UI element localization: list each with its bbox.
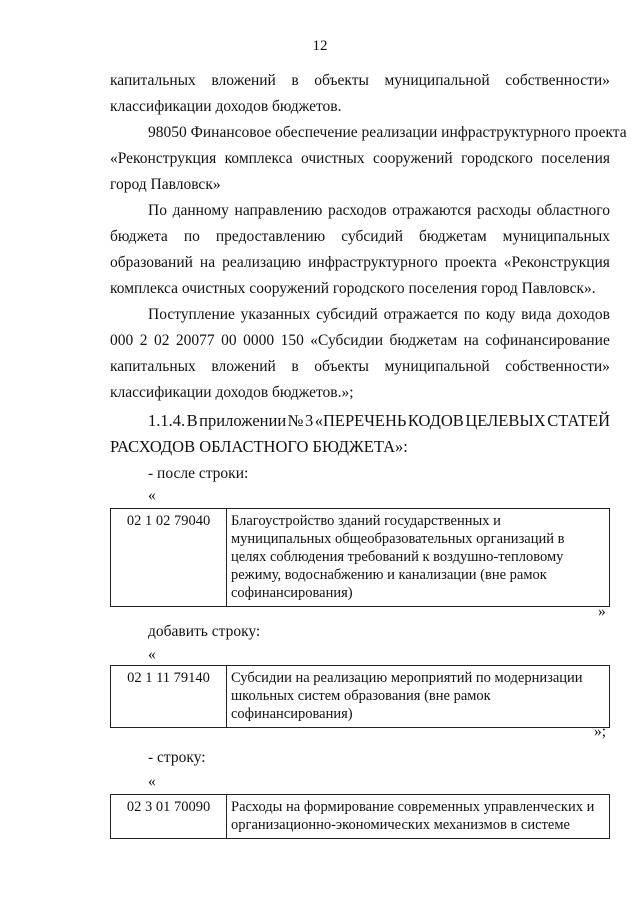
word: муниципальных <box>502 228 610 245</box>
page-number: 12 <box>312 38 328 54</box>
codes-table-2 <box>110 665 610 728</box>
code-cell: 02 1 11 79140 <box>111 666 227 728</box>
word: 000 <box>110 332 134 349</box>
description-line: целях соблюдения требований к воздушно-тепловому <box>231 549 564 565</box>
word: «ПЕРЕЧЕНЬ <box>314 411 407 430</box>
codes-table-1 <box>110 508 610 607</box>
word: образований <box>110 254 193 271</box>
close-quote-2: »; <box>594 723 607 740</box>
description-line: Субсидии на реализацию мероприятий по модернизации <box>231 670 583 686</box>
word: отражаются <box>392 202 472 219</box>
word: вложений <box>211 72 276 89</box>
word: софинансирование <box>485 332 610 349</box>
word: собственности» <box>505 358 610 375</box>
word: отражается <box>383 306 459 323</box>
word: 2 <box>139 332 148 349</box>
description-line: школьных систем образования (вне рамок <box>231 688 491 704</box>
add-row-label: добавить строку: <box>148 623 261 640</box>
word: по <box>183 228 200 245</box>
after-row-label: - после строки: <box>148 465 249 482</box>
word: на <box>463 332 479 349</box>
paragraph-2-line-2 <box>110 146 610 172</box>
word: расходов <box>327 202 387 219</box>
word: 3 <box>304 411 314 430</box>
word: 150 <box>280 332 304 349</box>
paragraph-2-line-3: город Павловск» <box>110 176 221 193</box>
word: указанных <box>240 306 311 323</box>
word: приложении <box>199 411 287 430</box>
word: «Реконструкция <box>110 150 217 167</box>
codes-table-3 <box>110 794 610 839</box>
description-line: софинансирования) <box>231 585 353 601</box>
word: бюджетам <box>419 228 487 245</box>
paragraph-3-line-3 <box>110 250 610 276</box>
table-row <box>111 666 610 728</box>
word: 02 <box>153 332 170 349</box>
word: В <box>186 411 198 430</box>
paragraph-4-line-2 <box>110 328 610 354</box>
close-quote-1: » <box>598 603 606 620</box>
word: «Реконструкция <box>503 254 610 271</box>
description-line: Благоустройство зданий государственных и <box>231 513 501 529</box>
description-cell <box>227 666 610 728</box>
word: муниципальной <box>384 72 490 89</box>
open-quote-3: « <box>148 773 156 790</box>
word: направлению <box>234 202 323 219</box>
word: проекта <box>444 254 497 271</box>
word: Поступление <box>148 306 235 323</box>
word: коду <box>485 306 516 323</box>
description-line: режиму, водоснабжению и канализации (вне рамок <box>231 567 547 583</box>
word: по <box>463 306 480 323</box>
word: СТАТЕЙ <box>547 411 610 430</box>
word: субсидий <box>316 306 378 323</box>
word: комплекса <box>224 150 293 167</box>
word: расходы <box>476 202 532 219</box>
paragraph-4-line-4: классификации доходов бюджетов.»; <box>110 384 354 401</box>
paragraph-4-line-3 <box>110 354 610 380</box>
word: сооружений <box>372 150 453 167</box>
word: бюджетам <box>389 332 458 349</box>
paragraph-3-line-1 <box>148 198 610 224</box>
word: объекты <box>314 358 369 375</box>
word: областного <box>536 202 610 219</box>
word: вложений <box>211 358 276 375</box>
paragraph-1-line-1 <box>110 68 610 94</box>
word: капитальных <box>110 358 196 375</box>
word: очистных <box>301 150 365 167</box>
word: городского <box>461 150 533 167</box>
word: собственности» <box>505 72 610 89</box>
word: По <box>148 202 167 219</box>
row-label: - строку: <box>148 749 206 766</box>
word: объекты <box>314 72 369 89</box>
description-line: организационно-экономических механизмов в системе <box>231 817 570 833</box>
word: данному <box>172 202 229 219</box>
word: на <box>199 254 216 271</box>
table-row <box>111 795 610 839</box>
word: в <box>291 72 299 89</box>
paragraph-4-line-1 <box>148 302 610 328</box>
word: 0000 <box>243 332 275 349</box>
description-line: муниципальных общеобразовательных организаций в <box>231 531 565 547</box>
paragraph-3-line-4: комплекса очистных сооружений городского поселения город Павловск». <box>110 280 596 297</box>
word: КОДОВ <box>407 411 464 430</box>
word: доходов <box>557 306 610 323</box>
description-line: Расходы на формирование современных управленческих и <box>231 799 595 815</box>
description-cell <box>227 509 610 607</box>
word: субсидий <box>341 228 404 245</box>
word: реализацию <box>222 254 302 271</box>
table-row <box>111 509 610 607</box>
code-cell: 02 1 02 79040 <box>111 509 227 607</box>
word: 00 <box>221 332 237 349</box>
word: муниципальной <box>384 358 490 375</box>
word: в <box>291 358 299 375</box>
code-cell: 02 3 01 70090 <box>111 795 227 839</box>
paragraph-5-line-1 <box>148 408 610 434</box>
open-quote-1: « <box>148 487 156 504</box>
paragraph-3-line-2 <box>110 224 610 250</box>
paragraph-5-line-2: РАСХОДОВ ОБЛАСТНОГО БЮДЖЕТА»: <box>110 437 408 456</box>
word: поселения <box>541 150 610 167</box>
word: № <box>287 411 304 430</box>
description-cell <box>227 795 610 839</box>
word: 1.1.4. <box>148 411 186 430</box>
paragraph-1-line-2: классификации доходов бюджетов. <box>110 98 342 115</box>
word: инфраструктурного <box>308 254 438 271</box>
word: капитальных <box>110 72 196 89</box>
word: предоставлению <box>215 228 326 245</box>
word: вида <box>521 306 552 323</box>
paragraph-2-line-1: 98050 Финансовое обеспечение реализации инфраструктурного проекта <box>148 124 627 141</box>
open-quote-2: « <box>148 646 156 663</box>
word: бюджета <box>110 228 168 245</box>
word: ЦЕЛЕВЫХ <box>465 411 546 430</box>
word: 20077 <box>175 332 215 349</box>
word: «Субсидии <box>310 332 384 349</box>
description-line: софинансирования) <box>231 706 353 722</box>
